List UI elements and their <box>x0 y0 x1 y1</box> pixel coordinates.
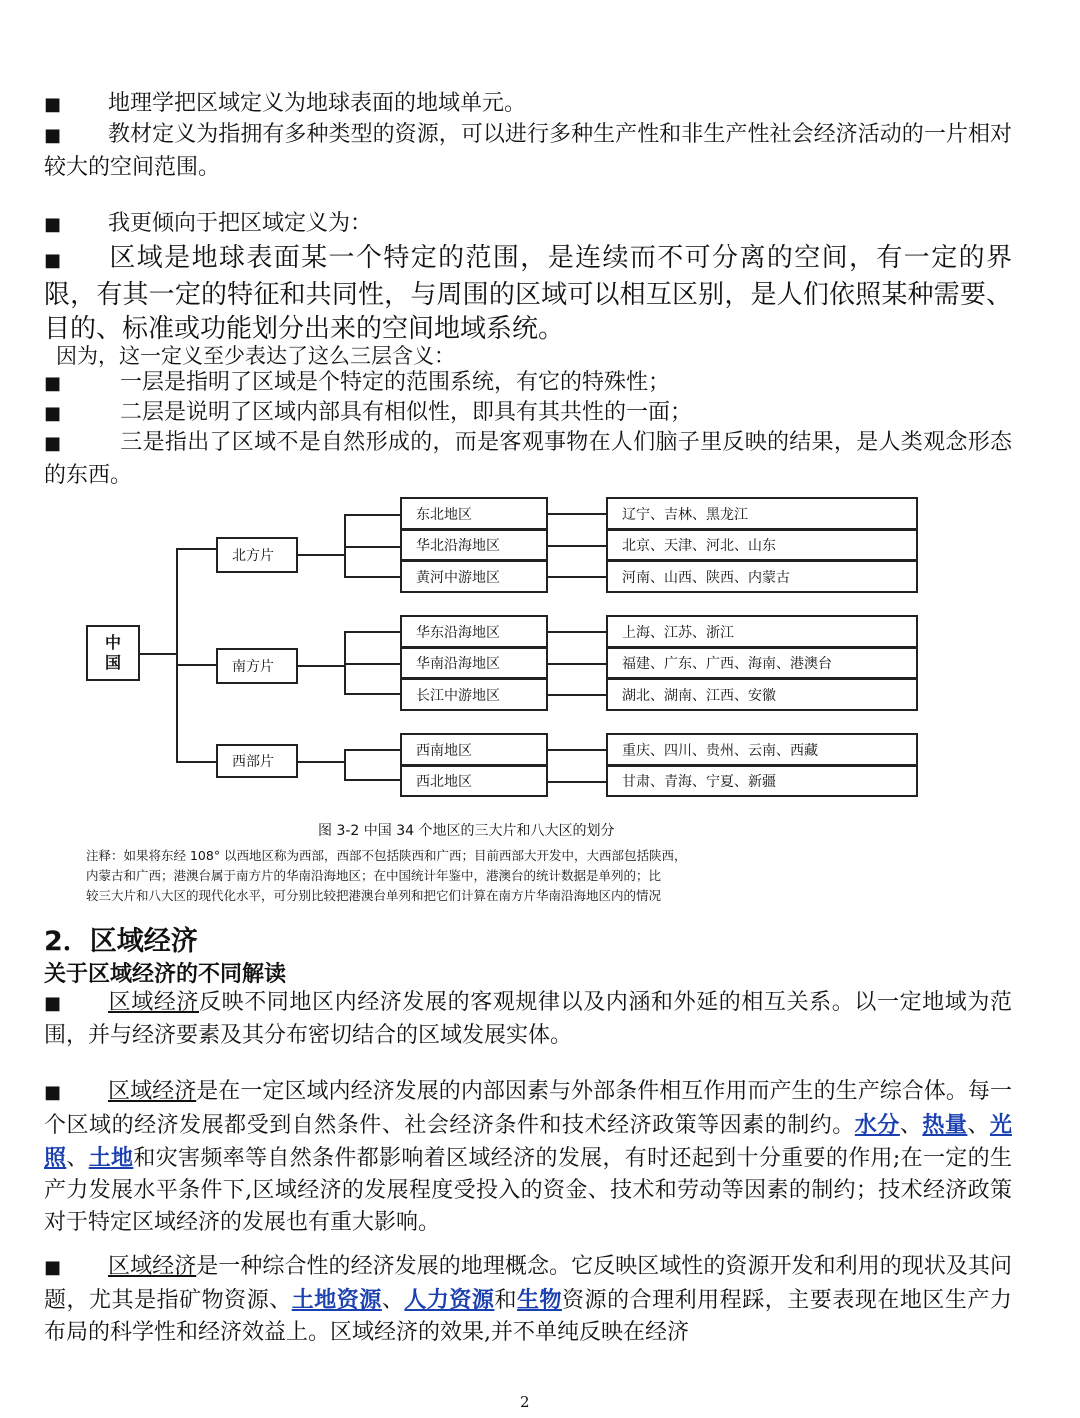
region-east-coast: 华东沿海地区 <box>400 615 548 648</box>
figure-caption: 图 3-2 中国 34 个地区的三大片和八大区的划分 <box>318 823 615 839</box>
layer-2: ■ 二层是说明了区域内部具有相似性，即具有其共性的一面； <box>44 400 693 425</box>
provinces-north-coast: 北京、天津、河北、山东 <box>606 529 918 561</box>
intro-line-1: ■ 地理学把区域定义为地球表面的地域单元。 <box>44 91 527 116</box>
region-northeast: 东北地区 <box>400 497 548 530</box>
because-line: 因为，这一定义至少表达了这么三层含义： <box>56 344 455 368</box>
link-heat[interactable]: 热量 <box>922 1112 968 1138</box>
page-number: 2 <box>520 1393 530 1411</box>
section-subheading: 关于区域经济的不同解读 <box>44 962 287 987</box>
region-northwest: 西北地区 <box>400 765 548 797</box>
econ-paragraph-1: ■ 区域经济反映不同地区内经济发展的客观规律以及内涵和外延的相互关系。以一定地域为范围，并与经济要素及其分布密切结合的区域发展实体。 <box>44 990 1012 1048</box>
link-biology[interactable]: 生物 <box>516 1287 563 1313</box>
region-southwest: 西南地区 <box>400 733 548 766</box>
figure-note-3: 较三大片和八大区的现代化水平，可分别比较把港澳台单列和把它们计算在南方片华南沿海地区内的情况 <box>86 888 662 903</box>
econ-paragraph-2: ■ 区域经济是在一定区域内经济发展的内部因素与外部条件相互作用而产生的生产综合体。每一个区域的经济发展都受到自然条件、社会经济条件和技术经济政策等因素的制约。水分、热量、光照、土地和灾害频率等自然条件都影响着区域经济的发展，有时还起到十分重要的作用;在一定的生产力发展水平条件下,区域经济的发展程度受投入的资金、技术和劳动等因素的制约；技术经济政策对于特定区域经济的发展也有重大影响。 <box>44 1079 1012 1235</box>
provinces-northwest: 甘肃、青海、宁夏、新疆 <box>606 765 918 797</box>
group-north: 北方片 <box>216 537 298 573</box>
provinces-east-coast: 上海、江苏、浙江 <box>606 615 918 648</box>
region-yangtze: 长江中游地区 <box>400 678 548 711</box>
layer-3: ■ 三是指出了区域不是自然形成的，而是客观事物在人们脑子里反映的结果，是人类观念形态的东西。 <box>44 430 1012 488</box>
provinces-southwest: 重庆、四川、贵州、云南、西藏 <box>606 733 918 766</box>
region-north-coast: 华北沿海地区 <box>400 529 548 561</box>
figure-note-2: 内蒙古和广西；港澳台属于南方片的华南沿海地区；在中国统计年鉴中，港澳台的统计数据是单列的；比 <box>86 868 662 883</box>
provinces-northeast: 辽宁、吉林、黑龙江 <box>606 497 918 530</box>
region-yellow-river: 黄河中游地区 <box>400 560 548 593</box>
intro-line-3: ■ 我更倾向于把区域定义为： <box>44 211 373 236</box>
link-water[interactable]: 水分 <box>854 1112 900 1138</box>
provinces-yangtze: 湖北、湖南、江西、安徽 <box>606 678 918 711</box>
link-land-resources[interactable]: 土地资源 <box>291 1287 382 1313</box>
group-south: 南方片 <box>216 648 298 684</box>
econ-paragraph-3: ■ 区域经济是一种综合性的经济发展的地理概念。它反映区域性的资源开发和利用的现状及其问题，尤其是指矿物资源、土地资源、人力资源和生物资源的合理利用程踩，主要表现在地区生产力布局的科学性和经济效益上。区域经济的效果,并不单纯反映在经济 <box>44 1254 1012 1345</box>
section-heading: 2．区域经济 <box>44 926 198 957</box>
provinces-south-coast: 福建、广东、广西、海南、港澳台 <box>606 647 918 679</box>
group-west: 西部片 <box>216 744 298 778</box>
definition: ■ 区域是地球表面某一个特定的范围，是连续而不可分离的空间，有一定的界限，有其一定的特征和共同性，与周围的区域可以相互区别，是人们依照某种需要、目的、标准或功能划分出来的空间地域系统。 <box>44 243 1012 344</box>
intro-line-2: ■ 教材定义为指拥有多种类型的资源，可以进行多种生产性和非生产性社会经济活动的一片相对较大的空间范围。 <box>44 122 1012 180</box>
link-land[interactable]: 土地 <box>88 1145 134 1171</box>
layer-1: ■ 一层是指明了区域是个特定的范围系统，有它的特殊性； <box>44 370 671 395</box>
link-light[interactable]: 光照 <box>44 1112 1012 1171</box>
region-south-coast: 华南沿海地区 <box>400 647 548 679</box>
root-china: 中 国 <box>86 625 140 681</box>
link-human-resources[interactable]: 人力资源 <box>404 1287 495 1313</box>
figure-note-1: 注释：如果将东经 108° 以西地区称为西部，西部不包括陕西和广西；目前西部大开发中，大西部包括陕西， <box>86 848 687 863</box>
provinces-yellow-river: 河南、山西、陕西、内蒙古 <box>606 560 918 593</box>
